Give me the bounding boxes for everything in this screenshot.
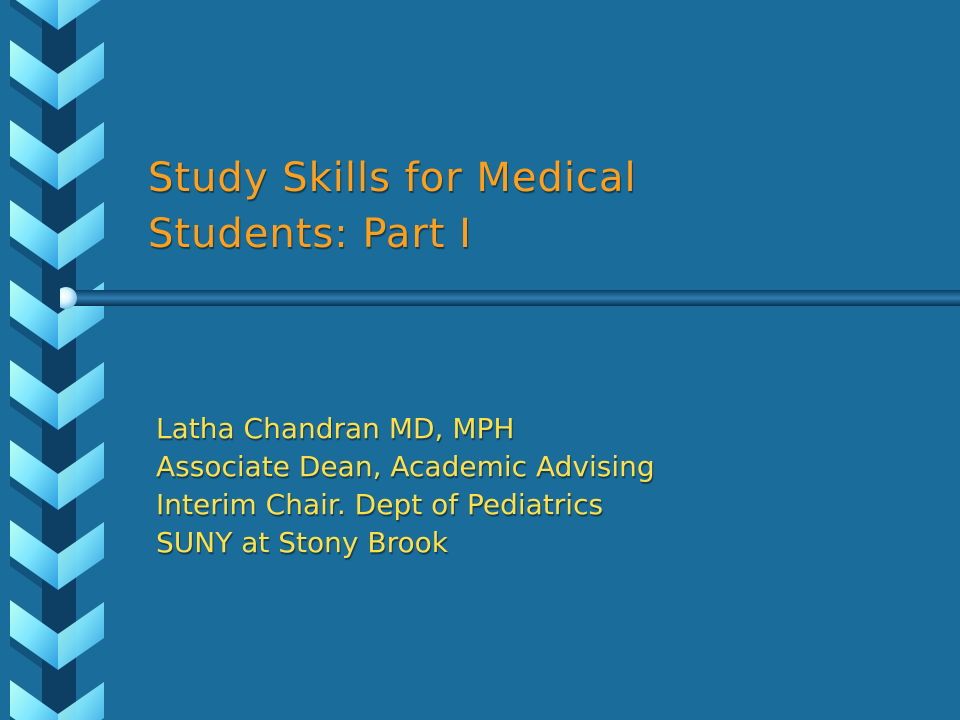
slide-title: [148, 150, 908, 262]
presenter-role-1: Associate Dean, Academic Advising: [156, 450, 655, 483]
side-ribbon-decoration: [0, 0, 110, 720]
title-line-1: Study Skills for Medical: [148, 155, 637, 201]
presenter-institution: SUNY at Stony Brook: [156, 526, 448, 559]
presenter-info: [156, 410, 916, 562]
title-divider-rule: [60, 286, 960, 310]
title-line-2: Students: Part I: [148, 211, 472, 257]
presenter-name: Latha Chandran MD, MPH: [156, 412, 515, 445]
presenter-role-2: Interim Chair. Dept of Pediatrics: [156, 488, 604, 521]
